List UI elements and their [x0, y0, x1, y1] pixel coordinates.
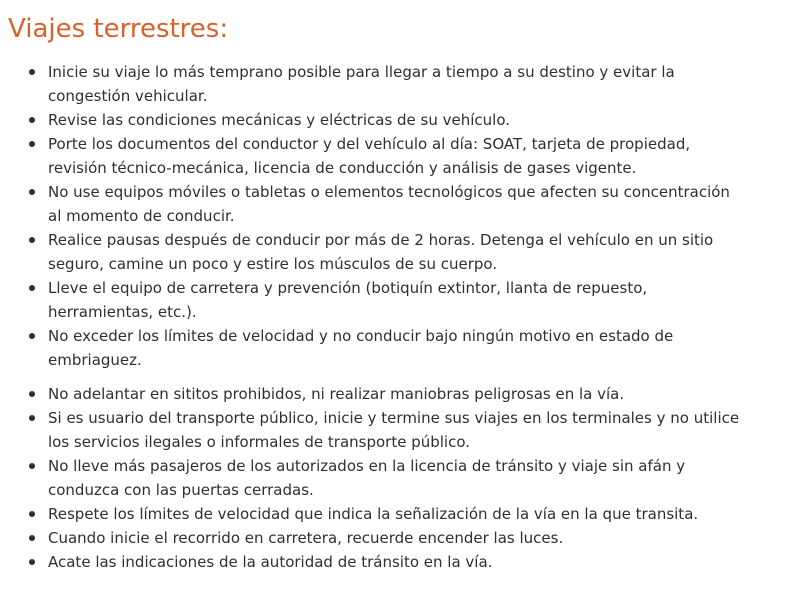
list-item-text: Cuando inicie el recorrido en carretera, recuerde encender las luces.	[48, 529, 564, 547]
list-item-text: Respete los límites de velocidad que indica la señalización de la vía en la que transita.	[48, 505, 699, 523]
bullet-icon	[29, 391, 35, 397]
list-item-text: los servicios ilegales o informales de transporte público.	[48, 433, 471, 451]
list-item	[0, 228, 776, 276]
list-item-text: herramientas, etc.).	[48, 303, 197, 321]
list-item	[0, 502, 776, 526]
list-item-text: No lleve más pasajeros de los autorizados en la licencia de tránsito y viaje sin afán y	[48, 457, 686, 475]
list-item-text: Acate las indicaciones de la autoridad de tránsito en la vía.	[48, 553, 493, 571]
list-item-text: conduzca con las puertas cerradas.	[48, 481, 314, 499]
bullet-icon	[29, 415, 35, 421]
list-item-text: Lleve el equipo de carretera y prevención (botiquín extintor, llanta de repuesto,	[48, 279, 648, 297]
list-item-text: al momento de conducir.	[48, 207, 235, 225]
list-item-text: No adelantar en sititos prohibidos, ni realizar maniobras peligrosas en la vía.	[48, 385, 625, 403]
list-item	[0, 60, 776, 108]
list-item-text: No exceder los límites de velocidad y no conducir bajo ningún motivo en estado de	[48, 327, 674, 345]
bullet-icon	[29, 189, 35, 195]
list-item	[0, 382, 776, 406]
list-item	[0, 180, 776, 228]
list-item	[0, 454, 776, 502]
list-item	[0, 550, 776, 574]
list-item	[0, 276, 776, 324]
list-item	[0, 526, 776, 550]
recommendations-list	[0, 60, 801, 574]
list-item-text: Si es usuario del transporte público, inicie y termine sus viajes en los terminales y no utilice	[48, 409, 740, 427]
bullet-icon	[29, 511, 35, 517]
bullet-icon	[29, 69, 35, 75]
list-item-text: seguro, camine un poco y estire los músculos de su cuerpo.	[48, 255, 498, 273]
list-item	[0, 132, 776, 180]
bullet-icon	[29, 141, 35, 147]
section-title: Viajes terrestres:	[8, 14, 229, 44]
list-item-text: congestión vehicular.	[48, 87, 208, 105]
list-item-text: embriaguez.	[48, 351, 142, 369]
list-item	[0, 406, 776, 454]
list-item-text: Realice pausas después de conducir por más de 2 horas. Detenga el vehículo en un sitio	[48, 231, 714, 249]
bullet-icon	[29, 333, 35, 339]
list-item-text: Porte los documentos del conductor y del vehículo al día: SOAT, tarjeta de propiedad,	[48, 135, 691, 153]
list-item-text: revisión técnico-mecánica, licencia de conducción y análisis de gases vigente.	[48, 159, 637, 177]
list-item	[0, 324, 776, 372]
bullet-icon	[29, 559, 35, 565]
list-item-text: Revise las condiciones mecánicas y eléctricas de su vehículo.	[48, 111, 511, 129]
bullet-icon	[29, 285, 35, 291]
list-item-text: Inicie su viaje lo más temprano posible para llegar a tiempo a su destino y evitar la	[48, 63, 675, 81]
bullet-icon	[29, 535, 35, 541]
list-item	[0, 108, 776, 132]
bullet-icon	[29, 117, 35, 123]
list-item-text: No use equipos móviles o tabletas o elementos tecnológicos que afecten su concentración	[48, 183, 730, 201]
bullet-icon	[29, 237, 35, 243]
bullet-icon	[29, 463, 35, 469]
